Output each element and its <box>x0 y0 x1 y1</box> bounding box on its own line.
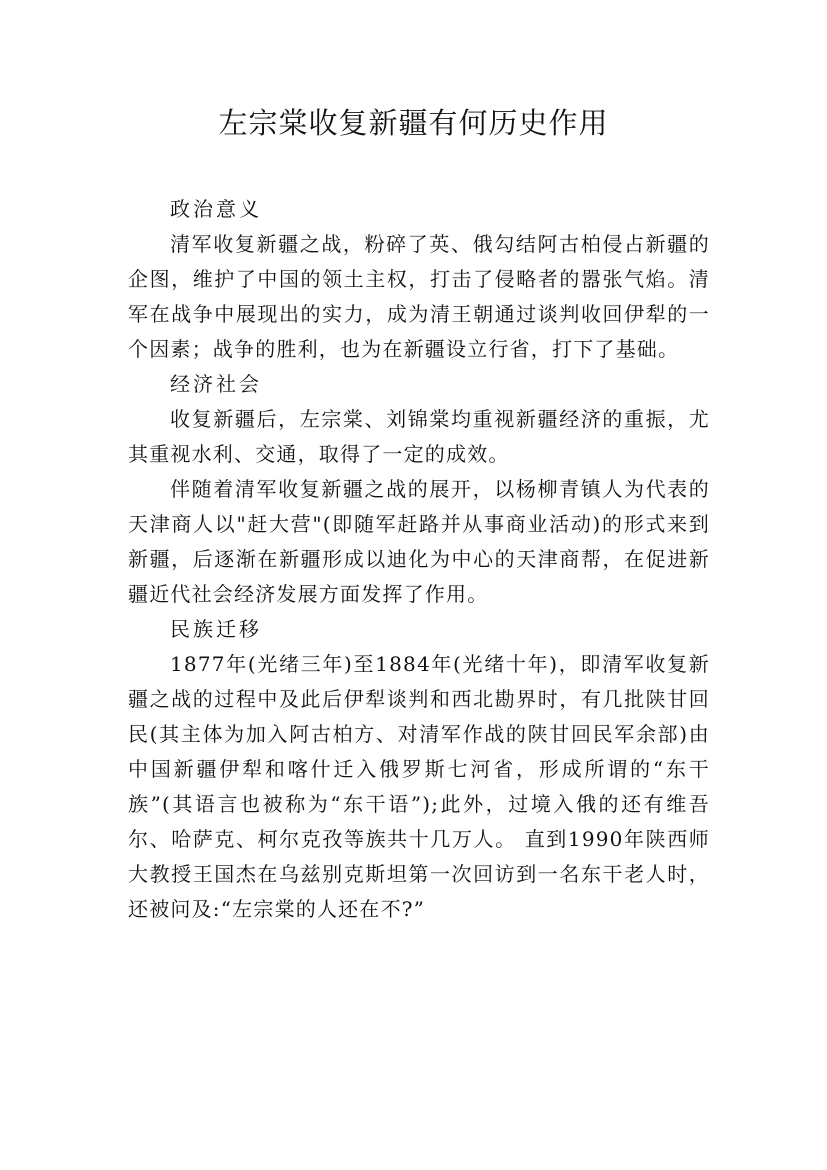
document-title: 左宗棠收复新疆有何历史作用 <box>218 106 609 140</box>
paragraph-economy-1: 收复新疆后，左宗棠、刘锦棠均重视新疆经济的重振，尤其重视水利、交通，取得了一定的成效。 <box>128 407 710 466</box>
paragraph-politics: 清军收复新疆之战，粉碎了英、俄勾结阿古柏侵占新疆的企图，维护了中国的领土主权，打击了侵略者的嚣张气焰。清军在战争中展现出的实力，成为清王朝通过谈判收回伊犁的一个因素；战争的胜利，也为在新疆设立行省，打下了基础。 <box>128 232 710 361</box>
section-heading-politics: 政治意义 <box>170 197 262 221</box>
paragraph-migration: 1877年(光绪三年)至1884年(光绪十年)，即清军收复新疆之战的过程中及此后伊犁谈判和西北勘界时，有几批陕甘回民(其主体为加入阿古柏方、对清军作战的陕甘回民军余部)由中国新疆伊犁和喀什迁入俄罗斯七河省，形成所谓的“东干族”(其语言也被称为“东干语”);此外，过境入俄的还有维吾尔、哈萨克、柯尔克孜等族共十几万人。 直到1990年陕西师大教授王国杰在乌兹别克斯坦第一次回访到一名东干老人时，还被问及:“左宗棠的人还在不?” <box>128 652 710 921</box>
section-heading-migration: 民族迁移 <box>170 617 262 641</box>
section-heading-economy: 经济社会 <box>170 372 262 396</box>
document-body <box>128 192 710 927</box>
paragraph-economy-2: 伴随着清军收复新疆之战的展开，以杨柳青镇人为代表的天津商人以"赶大营"(即随军赶路并从事商业活动)的形式来到新疆，后逐渐在新疆形成以迪化为中心的天津商帮，在促进新疆近代社会经济发展方面发挥了作用。 <box>128 477 710 606</box>
